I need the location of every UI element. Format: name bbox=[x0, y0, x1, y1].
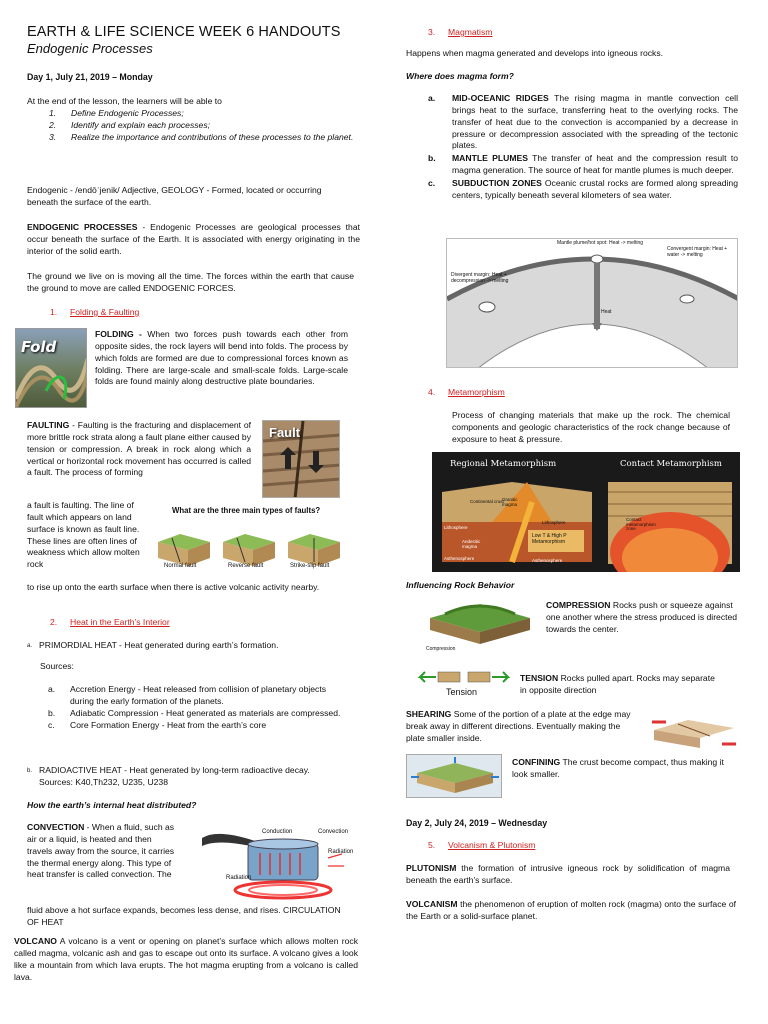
fault-types-illustration bbox=[150, 522, 350, 582]
fault-types-image bbox=[150, 502, 350, 582]
magma-form-item: a. MID-OCEANIC RIDGES The rising magma in mantle convection cell brings heat to the surface, transferring heat to the overlying rocks. The transfer of heat due to the convection is accompanied by a decrease in pressure or decompression associated with the spreading of the tectonic plates. bbox=[428, 93, 738, 151]
page-subtitle: Endogenic Processes bbox=[27, 41, 153, 57]
granitic-label: Granitic magma bbox=[502, 497, 518, 507]
confining-illustration bbox=[407, 755, 502, 798]
volcanism-label: VOLCANISM bbox=[406, 899, 458, 909]
sources-list bbox=[48, 684, 346, 731]
fault-image-label: Fault bbox=[269, 425, 301, 440]
contact-label: Contact Metamorphism bbox=[620, 459, 722, 469]
convection-img-label: Convection bbox=[318, 829, 349, 835]
folding-label: FOLDING - bbox=[95, 329, 142, 339]
magma-diagram-illustration bbox=[447, 239, 738, 368]
tension-label: TENSION bbox=[520, 673, 559, 683]
section-3-heading: 3. Magmatism bbox=[428, 27, 493, 37]
objective-item: 3. Realize the importance and contributions of these processes to the planet. bbox=[49, 131, 354, 142]
volcano-label: VOLCANO bbox=[14, 936, 57, 946]
primordial-heat: a. PRIMORDIAL HEAT - Heat generated during earth’s formation. bbox=[27, 640, 279, 650]
objectives bbox=[27, 96, 362, 143]
compression-image bbox=[420, 598, 538, 664]
tension-img-label: Tension bbox=[446, 687, 478, 697]
fault-image bbox=[262, 420, 340, 498]
confining-label: CONFINING bbox=[512, 757, 561, 767]
compression-label: COMPRESSION bbox=[546, 600, 611, 610]
source-item: b. Adiabatic Compression - Heat generated as materials are compressed. bbox=[48, 707, 341, 718]
source-item: a. Accretion Energy - Heat released from collision of planetary objects during the early formation of the planets. bbox=[48, 684, 327, 706]
fault-type-label: Normal fault bbox=[164, 563, 197, 569]
ground-paragraph: The ground we live on is moving all the time. The forces within the earth that cause the ground to move are called ENDOGENIC FORCES. bbox=[27, 271, 354, 293]
tension-illustration bbox=[416, 668, 512, 688]
compression-paragraph: COMPRESSION Rocks push or squeeze against one another where the stress produced is directed towards the center. bbox=[546, 600, 738, 634]
conduction-label: Conduction bbox=[262, 829, 293, 835]
volcanism-paragraph: VOLCANISM the phenomenon of eruption of molten rock (magma) onto the surface of the Earth or a solid-surface planet. bbox=[406, 899, 736, 921]
magma-form-item: c. SUBDUCTION ZONES Oceanic crustal rocks are formed along spreading centers, typically beneath several kilometers of sea water. bbox=[428, 178, 738, 200]
fold-image bbox=[15, 328, 87, 408]
radiation-label: Radiation bbox=[226, 875, 252, 881]
andesitic-label: Andesitic magma bbox=[462, 539, 481, 549]
objectives-list bbox=[27, 108, 362, 144]
confining-image bbox=[406, 754, 502, 798]
section-1-heading: 1. Folding & Faulting bbox=[50, 307, 140, 317]
endogenic-processes-label: ENDOGENIC PROCESSES bbox=[27, 222, 138, 232]
fault-types-title: What are the three main types of faults? bbox=[172, 506, 321, 515]
regional-label: Regional Metamorphism bbox=[450, 459, 557, 469]
endogenic-processes-paragraph: ENDOGENIC PROCESSES - Endogenic Processes are geological processes that occur beneath the surface of the Earth. It is associated with energy originating in the interior of the solid earth. bbox=[27, 222, 361, 256]
tension-paragraph: TENSION Rocks pulled apart. Rocks may separate in opposite direction bbox=[520, 673, 715, 695]
asthenosphere-label: Asthenosphere bbox=[444, 556, 475, 561]
radiation-label: Radiation bbox=[328, 849, 354, 855]
fault-type-label: Reverse fault bbox=[228, 563, 264, 569]
convergent-label: Convergent margin: Heat + water -> melting bbox=[667, 246, 728, 258]
faulting-paragraph-c: to rise up onto the earth surface when there is active volcanic activity nearby. bbox=[27, 582, 320, 592]
fold-image-label: Fold bbox=[21, 338, 57, 356]
continental-label: Continental crust bbox=[470, 499, 504, 504]
day1-heading: Day 1, July 21, 2019 – Monday bbox=[27, 72, 153, 82]
convection-label: CONVECTION bbox=[27, 822, 85, 832]
source-item: c. Core Formation Energy - Heat from the earth’s core bbox=[48, 719, 267, 730]
lithosphere-label: Lithosphere bbox=[444, 525, 468, 530]
magma-form-item: b. MANTLE PLUMES The transfer of heat and the compression result to magma generation. The source of heat for mantle plumes is much deeper. bbox=[428, 153, 738, 176]
section-5-heading: 5. Volcanism & Plutonism bbox=[428, 840, 536, 850]
magma-forms-list bbox=[428, 93, 738, 202]
objective-item: 1. Define Endogenic Processes; bbox=[49, 107, 184, 118]
shearing-paragraph: SHEARING Some of the portion of a plate at the edge may break away in different directions. Eventually making the plate smaller inside. bbox=[406, 709, 631, 743]
plutonism-paragraph: PLUTONISM the formation of intrusive igneous rock by solidification of magma beneath the earth’s surface. bbox=[406, 863, 730, 885]
confining-paragraph: CONFINING The crust become compact, thus making it look smaller. bbox=[512, 757, 724, 779]
heat-question: How the earth’s internal heat distributed? bbox=[27, 800, 197, 810]
divergent-label: Divergent margin: Heat + decompression -> melting bbox=[451, 272, 509, 284]
magmatism-paragraph: Happens when magma generated and develops into igneous rocks. bbox=[406, 48, 664, 58]
convection-paragraph-b: fluid above a hot surface expands, becomes less dense, and rises. CIRCULATION OF HEAT bbox=[27, 905, 341, 927]
metamorphism-paragraph: Process of changing materials that make up the rock. The chemical components and geologic characteristics of the rock change because of exposure to heat & pressure. bbox=[452, 410, 730, 444]
tension-image bbox=[416, 668, 512, 700]
faulting-label: FAULTING bbox=[27, 420, 70, 430]
convection-paragraph-a: CONVECTION - When a fluid, such as air or a liquid, is heated and then travels away from the source, it carries the thermal energy along. This type of heat transfer is called convection. The bbox=[27, 822, 175, 880]
sources-label: Sources: bbox=[40, 661, 74, 671]
contact-metamorphism-image bbox=[600, 452, 740, 572]
shearing-illustration bbox=[648, 710, 742, 754]
fault-type-label: Strike-slip fault bbox=[290, 563, 330, 569]
shearing-image bbox=[648, 710, 742, 754]
influencing-heading: Influencing Rock Behavior bbox=[406, 580, 515, 590]
radioactive-heat: b. RADIOACTIVE HEAT - Heat generated by long-term radioactive decay. Sources: K40,Th232, U235, U238 bbox=[27, 765, 310, 787]
day2-heading: Day 2, July 24, 2019 – Wednesday bbox=[406, 818, 548, 828]
heat-label: Heat bbox=[601, 309, 612, 315]
regional-metamorphism-image bbox=[432, 452, 600, 572]
faulting-paragraph-b: a fault is faulting. The line of fault which appears on land surface is known as fault line. These lines are often lines of weakness which allow molten rock bbox=[27, 500, 140, 570]
volcano-paragraph: VOLCANO A volcano is a vent or opening on planet’s surface which allows molten rock called magma, volcanic ash and gas to escape out onto its surface. A volcano gives a look like a mountain from which lava erupts. The hot magma erupting from a volcano is called lava. bbox=[14, 936, 358, 982]
objectives-intro: At the end of the lesson, the learners will be able to bbox=[27, 96, 222, 106]
shearing-label: SHEARING bbox=[406, 709, 452, 719]
objective-item: 2. Identify and explain each processes; bbox=[49, 119, 211, 130]
lowt-label: Low T & High P Metamorphism bbox=[532, 533, 567, 545]
section-2-heading: 2. Heat in the Earth’s Interior bbox=[50, 617, 170, 627]
page-title: EARTH & LIFE SCIENCE WEEK 6 HANDOUTS bbox=[27, 24, 341, 40]
compression-img-label: Compression bbox=[426, 646, 456, 652]
compression-illustration bbox=[420, 598, 538, 648]
magma-question: Where does magma form? bbox=[406, 71, 514, 81]
folding-paragraph: FOLDING - When two forces push towards each other from opposite sides, the rock layers will bend into folds. The process by which folds are formed are due to compressional forces known as folding. There are large-scale and small-scale folds. Large-scale folds are found mainly along destructive plate boundaries. bbox=[95, 329, 348, 387]
endogenic-definition: Endogenic - /endōˈjenik/ Adjective, GEOLOGY - Formed, located or occurring beneath the surface of the earth. bbox=[27, 185, 322, 207]
plutonism-label: PLUTONISM bbox=[406, 863, 457, 873]
lithosphere-label: Lithosphere bbox=[542, 520, 566, 525]
section-4-heading: 4. Metamorphism bbox=[428, 387, 505, 397]
contact-zone-label: Contact metamorphism zone bbox=[626, 517, 656, 532]
plume-label: Mantle plume/hot spot: Heat -> melting bbox=[557, 240, 644, 246]
faulting-paragraph-a: FAULTING - Faulting is the fracturing and displacement of more brittle rock strata along a fault plane either caused by tension or compression. A break in rock along which a vertical or horizontal rock movement has occurred is called a fault. The process of forming bbox=[27, 420, 251, 478]
page-header bbox=[27, 24, 367, 58]
heat-transfer-image bbox=[198, 820, 366, 902]
asthenosphere-label: Asthenosphere bbox=[532, 558, 563, 563]
magma-generation-diagram bbox=[446, 238, 738, 368]
